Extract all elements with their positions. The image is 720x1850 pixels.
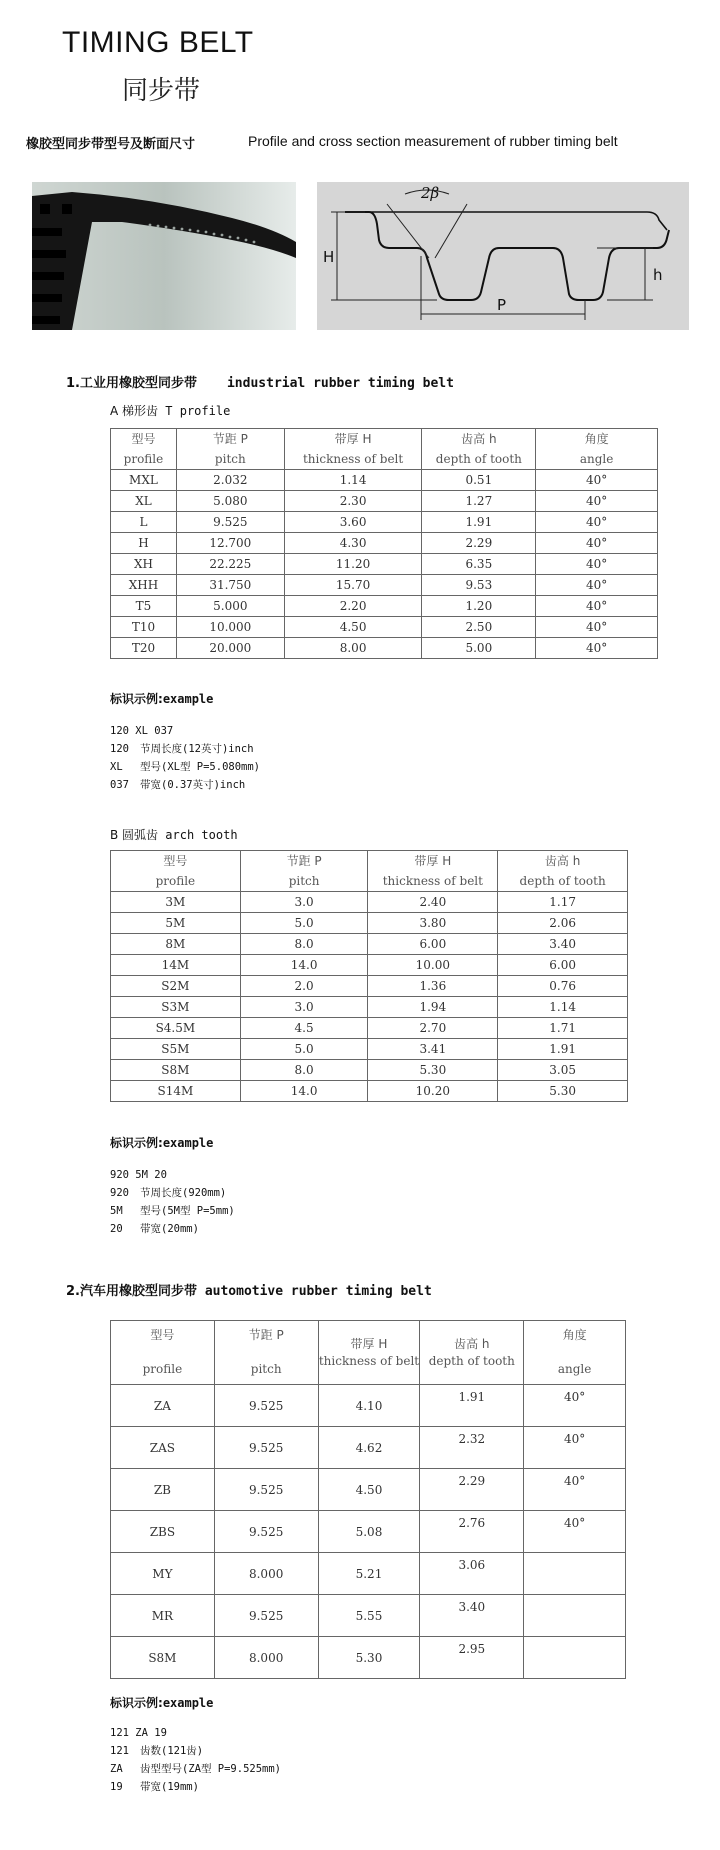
- table-cell: 2.76: [420, 1511, 524, 1553]
- table-b: [110, 850, 628, 1102]
- table-cell: 5.30: [318, 1637, 420, 1679]
- table-row: [111, 955, 628, 976]
- table-cell: S14M: [111, 1081, 241, 1102]
- text-label: 20: [110, 1223, 123, 1235]
- table-cell: 2.50: [422, 617, 536, 638]
- table-cell: 1.91: [420, 1385, 524, 1427]
- table-row: [111, 1039, 628, 1060]
- table-cell: 8.0: [240, 1060, 368, 1081]
- table-cell: 5.0: [240, 913, 368, 934]
- table-cell: 5.30: [498, 1081, 628, 1102]
- text-label: 角度: [562, 1328, 587, 1342]
- text-label: 带宽(20mm): [140, 1223, 199, 1235]
- text-label: industrial rubber timing belt: [226, 376, 454, 391]
- example-line: [110, 1742, 281, 1760]
- table-row: [111, 638, 658, 659]
- table-row: [111, 892, 628, 913]
- table-cell: 9.525: [214, 1595, 318, 1637]
- table-row: [111, 575, 658, 596]
- table-cell: 3.0: [240, 997, 368, 1018]
- table-cell: 9.525: [176, 512, 284, 533]
- table-cell: 8.0: [240, 934, 368, 955]
- table-cell: 4.50: [318, 1469, 420, 1511]
- example-c-lines: [110, 1724, 281, 1796]
- table-cell: ZB: [111, 1469, 215, 1511]
- table-header-row: [111, 851, 628, 892]
- table-cell: S2M: [111, 976, 241, 997]
- header-profile: [111, 851, 241, 892]
- table-automotive: [110, 1320, 626, 1679]
- text-label: 标识示例:: [110, 692, 163, 706]
- header-thickness: [284, 429, 422, 470]
- example-line: [110, 776, 260, 794]
- text-label: pitch: [250, 1362, 282, 1376]
- text-label: 带宽(19mm): [140, 1781, 199, 1793]
- header-profile: [111, 1321, 215, 1385]
- table-cell: MY: [111, 1553, 215, 1595]
- table-cell: XL: [111, 491, 177, 512]
- text-label: ZA: [110, 1763, 123, 1775]
- table-cell: 40°: [536, 470, 658, 491]
- text-label: 19: [110, 1781, 123, 1793]
- text-label: pitch: [214, 452, 246, 466]
- table-cell: S3M: [111, 997, 241, 1018]
- example-line: [110, 1184, 235, 1202]
- table-cell: 3.0: [240, 892, 368, 913]
- table-cell: 4.5: [240, 1018, 368, 1039]
- table-cell: S5M: [111, 1039, 241, 1060]
- table-cell: 0.76: [498, 976, 628, 997]
- cross-section-diagram: [317, 182, 689, 330]
- table-cell: 5.00: [422, 638, 536, 659]
- table-row: [111, 1511, 626, 1553]
- table-cell: 1.14: [498, 997, 628, 1018]
- table-row: [111, 596, 658, 617]
- table-cell: 8M: [111, 934, 241, 955]
- text-label: 037: [110, 779, 129, 791]
- table-cell: 6.35: [422, 554, 536, 575]
- example-code: 121 ZA 19: [110, 1727, 167, 1739]
- table-cell: 40°: [524, 1469, 626, 1511]
- text-label: 齿型型号(ZA型 P=9.525mm): [140, 1763, 282, 1775]
- table-cell: 40°: [524, 1511, 626, 1553]
- belt-photo: [32, 182, 296, 330]
- table-cell: 20.000: [176, 638, 284, 659]
- table-row: [111, 1427, 626, 1469]
- page-title-chinese: 同步带: [122, 76, 201, 106]
- table-cell: 1.71: [498, 1018, 628, 1039]
- table-row: [111, 1081, 628, 1102]
- table-cell: [524, 1553, 626, 1595]
- text-label: 节周长度(12英寸)inch: [140, 743, 254, 755]
- text-label: T profile: [165, 404, 231, 418]
- example-line: [110, 1202, 235, 1220]
- table-cell: 40°: [536, 512, 658, 533]
- table-cell: ZBS: [111, 1511, 215, 1553]
- example-b-title: [110, 1134, 213, 1151]
- table-cell: 40°: [536, 617, 658, 638]
- diagram-label-2beta: 2β: [421, 184, 440, 202]
- text-label: thickness of belt: [382, 874, 483, 888]
- header-thickness: [318, 1321, 420, 1385]
- table-cell: 6.00: [498, 955, 628, 976]
- table-cell: 40°: [536, 491, 658, 512]
- text-label: XL: [110, 761, 123, 773]
- table-cell: 15.70: [284, 575, 422, 596]
- table-row: [111, 1385, 626, 1427]
- table-cell: 9.525: [214, 1511, 318, 1553]
- text-label: angle: [579, 452, 614, 466]
- table-cell: 2.32: [420, 1427, 524, 1469]
- table-cell: 6.00: [368, 934, 498, 955]
- text-label: 标识示例:: [110, 1136, 163, 1150]
- table-cell: 40°: [536, 554, 658, 575]
- text-label: 带厚 H: [414, 854, 452, 868]
- table-row: [111, 512, 658, 533]
- example-line: [110, 1220, 235, 1238]
- table-row: [111, 1553, 626, 1595]
- table-cell: 40°: [536, 596, 658, 617]
- table-cell: 1.91: [498, 1039, 628, 1060]
- table-cell: 5.0: [240, 1039, 368, 1060]
- example-c-title: [110, 1694, 213, 1711]
- table-cell: 22.225: [176, 554, 284, 575]
- table-cell: 2.06: [498, 913, 628, 934]
- table-cell: 2.29: [420, 1469, 524, 1511]
- text-label: 2.汽车用橡胶型同步带: [66, 1284, 197, 1299]
- text-label: 标识示例:: [110, 1696, 163, 1710]
- table-cell: 5.000: [176, 596, 284, 617]
- text-label: depth of tooth: [435, 452, 522, 466]
- table-cell: S8M: [111, 1060, 241, 1081]
- header-depth: [498, 851, 628, 892]
- table-cell: 4.30: [284, 533, 422, 554]
- text-label: example: [162, 1136, 214, 1150]
- page-title: TIMING BELT: [62, 26, 254, 59]
- text-label: 型号: [150, 1328, 175, 1342]
- table-cell: XHH: [111, 575, 177, 596]
- text-label: 节距 P: [248, 1328, 284, 1342]
- table-cell: 4.62: [318, 1427, 420, 1469]
- table-row: [111, 1637, 626, 1679]
- table-cell: 9.525: [214, 1469, 318, 1511]
- text-label: 齿高 h: [461, 432, 497, 446]
- table-row: [111, 913, 628, 934]
- table-cell: 5.55: [318, 1595, 420, 1637]
- example-a-lines: [110, 722, 260, 794]
- text-label: 节距 P: [286, 854, 322, 868]
- table-cell: 14M: [111, 955, 241, 976]
- example-a-title: [110, 690, 213, 707]
- header-pitch: [240, 851, 368, 892]
- table-cell: 3.06: [420, 1553, 524, 1595]
- table-row: [111, 617, 658, 638]
- header-pitch: [176, 429, 284, 470]
- diagram-label-H: H: [323, 248, 335, 266]
- table-cell: 40°: [536, 638, 658, 659]
- section1-title: [66, 372, 454, 391]
- table-cell: 12.700: [176, 533, 284, 554]
- table-cell: 1.20: [422, 596, 536, 617]
- table-cell: 40°: [536, 575, 658, 596]
- text-label: example: [162, 1696, 214, 1710]
- table-cell: 2.0: [240, 976, 368, 997]
- section2-title: [66, 1280, 432, 1299]
- table-cell: T5: [111, 596, 177, 617]
- text-label: 5M: [110, 1205, 123, 1217]
- table-cell: 3.41: [368, 1039, 498, 1060]
- text-label: 120: [110, 743, 129, 755]
- header-angle: [524, 1321, 626, 1385]
- subtitle-chinese: 橡胶型同步带型号及断面尺寸: [26, 137, 196, 152]
- table-cell: ZAS: [111, 1427, 215, 1469]
- text-label: pitch: [288, 874, 320, 888]
- table-cell: 5.30: [368, 1060, 498, 1081]
- example-line: [110, 1778, 281, 1796]
- text-label: depth of tooth: [428, 1353, 515, 1368]
- table-cell: [524, 1637, 626, 1679]
- text-label: 齿高 h: [544, 854, 581, 868]
- text-label: 带厚 H: [334, 432, 372, 446]
- table-a: [110, 428, 658, 659]
- table-row: [111, 533, 658, 554]
- text-label: automotive rubber timing belt: [204, 1284, 432, 1299]
- table-cell: T20: [111, 638, 177, 659]
- table-cell: 3M: [111, 892, 241, 913]
- text-label: thickness of belt: [302, 452, 404, 466]
- table-cell: 1.94: [368, 997, 498, 1018]
- table-cell: 40°: [524, 1385, 626, 1427]
- table-cell: 2.70: [368, 1018, 498, 1039]
- table-cell: L: [111, 512, 177, 533]
- table-cell: 3.40: [420, 1595, 524, 1637]
- text-label: 节周长度(920mm): [140, 1187, 227, 1199]
- table-row: [111, 976, 628, 997]
- text-label: profile: [123, 452, 164, 466]
- header-profile: [111, 429, 177, 470]
- table-cell: 9.525: [214, 1427, 318, 1469]
- text-label: 节距 P: [212, 432, 248, 446]
- table-a-heading: [110, 402, 230, 419]
- table-row: [111, 997, 628, 1018]
- text-label: example: [162, 692, 214, 706]
- text-label: 带厚 H: [350, 1336, 388, 1351]
- table-cell: 9.53: [422, 575, 536, 596]
- table-cell: MXL: [111, 470, 177, 491]
- table-cell: 3.80: [368, 913, 498, 934]
- text-label: profile: [155, 874, 196, 888]
- header-depth: [420, 1321, 524, 1385]
- table-cell: 5.080: [176, 491, 284, 512]
- table-cell: 31.750: [176, 575, 284, 596]
- text-label: arch tooth: [165, 828, 238, 842]
- table-cell: 11.20: [284, 554, 422, 575]
- table-cell: 3.60: [284, 512, 422, 533]
- table-cell: 10.20: [368, 1081, 498, 1102]
- subtitle-english: Profile and cross section measurement of rubber timing belt: [248, 133, 618, 149]
- table-cell: 2.95: [420, 1637, 524, 1679]
- table-cell: 3.05: [498, 1060, 628, 1081]
- text-label: 型号: [163, 854, 188, 868]
- example-line: [110, 740, 260, 758]
- table-cell: 10.000: [176, 617, 284, 638]
- table-cell: XH: [111, 554, 177, 575]
- table-cell: 2.40: [368, 892, 498, 913]
- header-depth: [422, 429, 536, 470]
- example-line: [110, 758, 260, 776]
- table-cell: 3.40: [498, 934, 628, 955]
- table-cell: 4.50: [284, 617, 422, 638]
- table-cell: 0.51: [422, 470, 536, 491]
- table-cell: H: [111, 533, 177, 554]
- table-header-row: [111, 429, 658, 470]
- table-cell: 9.525: [214, 1385, 318, 1427]
- text-label: 型号: [131, 432, 156, 446]
- diagram-label-P: P: [497, 296, 507, 314]
- table-header-row: [111, 1321, 626, 1385]
- table-cell: 2.30: [284, 491, 422, 512]
- text-label: A 梯形齿: [110, 404, 159, 418]
- text-label: depth of tooth: [519, 874, 606, 888]
- table-row: [111, 1469, 626, 1511]
- text-label: B 圆弧齿: [110, 828, 159, 842]
- table-cell: 1.27: [422, 491, 536, 512]
- text-label: 920: [110, 1187, 129, 1199]
- table-cell: 8.000: [214, 1553, 318, 1595]
- example-code: 120 XL 037: [110, 725, 174, 737]
- table-cell: S4.5M: [111, 1018, 241, 1039]
- table-cell: ZA: [111, 1385, 215, 1427]
- table-cell: 5M: [111, 913, 241, 934]
- text-label: 型号(5M型 P=5mm): [140, 1205, 235, 1217]
- table-cell: 14.0: [240, 1081, 368, 1102]
- table-cell: 14.0: [240, 955, 368, 976]
- table-row: [111, 934, 628, 955]
- table-cell: 1.14: [284, 470, 422, 491]
- table-cell: 4.10: [318, 1385, 420, 1427]
- diagram-label-h: h: [653, 266, 663, 284]
- table-cell: 1.36: [368, 976, 498, 997]
- text-label: 齿高 h: [454, 1336, 490, 1351]
- text-label: 1.工业用橡胶型同步带: [66, 376, 197, 391]
- table-cell: 40°: [524, 1427, 626, 1469]
- text-label: 121: [110, 1745, 129, 1757]
- header-pitch: [214, 1321, 318, 1385]
- table-row: [111, 554, 658, 575]
- table-cell: 8.000: [214, 1637, 318, 1679]
- table-b-heading: [110, 826, 238, 843]
- table-cell: [524, 1595, 626, 1637]
- text-label: 齿数(121齿): [140, 1745, 204, 1757]
- example-line: [110, 1760, 281, 1778]
- text-label: 角度: [584, 432, 609, 446]
- table-cell: 40°: [536, 533, 658, 554]
- table-cell: 2.032: [176, 470, 284, 491]
- header-angle: [536, 429, 658, 470]
- table-row: [111, 491, 658, 512]
- table-cell: 10.00: [368, 955, 498, 976]
- example-b-lines: [110, 1166, 235, 1238]
- table-row: [111, 1595, 626, 1637]
- table-cell: T10: [111, 617, 177, 638]
- text-label: 型号(XL型 P=5.080mm): [140, 761, 261, 773]
- table-row: [111, 470, 658, 491]
- table-row: [111, 1060, 628, 1081]
- text-label: angle: [557, 1362, 592, 1376]
- table-cell: S8M: [111, 1637, 215, 1679]
- table-cell: 1.91: [422, 512, 536, 533]
- text-label: profile: [142, 1362, 183, 1376]
- table-cell: 5.08: [318, 1511, 420, 1553]
- table-cell: 2.20: [284, 596, 422, 617]
- text-label: thickness of belt: [318, 1353, 420, 1368]
- header-thickness: [368, 851, 498, 892]
- example-code: 920 5M 20: [110, 1169, 167, 1181]
- table-cell: 2.29: [422, 533, 536, 554]
- table-cell: 1.17: [498, 892, 628, 913]
- table-cell: MR: [111, 1595, 215, 1637]
- text-label: 带宽(0.37英寸)inch: [140, 779, 246, 791]
- table-cell: 5.21: [318, 1553, 420, 1595]
- table-cell: 8.00: [284, 638, 422, 659]
- table-row: [111, 1018, 628, 1039]
